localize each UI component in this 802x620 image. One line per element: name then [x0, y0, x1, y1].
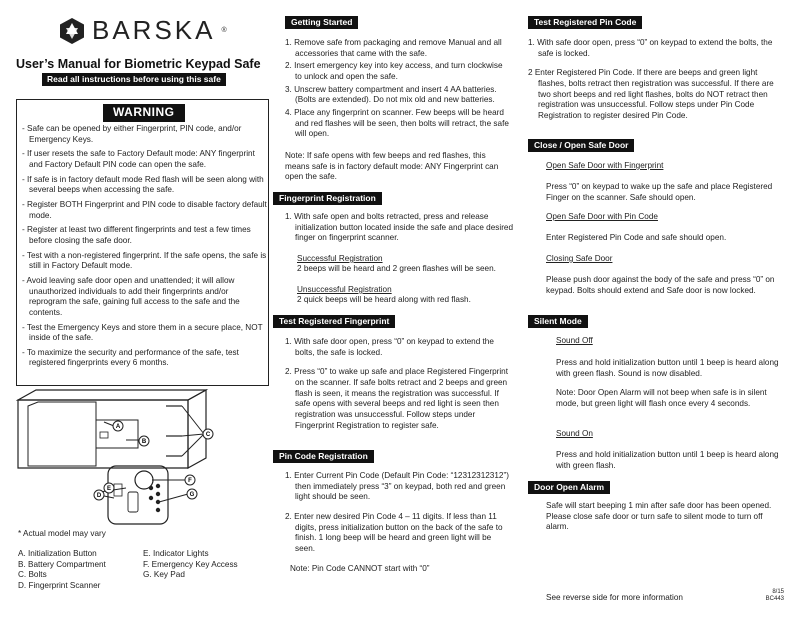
sound-off-note: Note: Door Open Alarm will not beep when safe is in silent mode, but green light will flash once every 4 seconds.	[556, 388, 767, 408]
unsuccessful-registration-text: 2 quick beeps will be heard along with red flash.	[297, 295, 471, 304]
getting-started-steps	[285, 38, 510, 142]
pin-registration-steps	[285, 471, 510, 557]
door-alarm-heading: Door Open Alarm	[528, 481, 610, 494]
closing-door-text: Please push door against the body of the safe and press “0” on keypad. Bolts should extend and Safe door is now locked.	[546, 275, 775, 295]
print-date: 8/15	[772, 589, 784, 595]
test-pin-heading: Test Registered Pin Code	[528, 16, 642, 29]
list-item: 1. With safe door open, press “0” on keypad to extend the bolts, the safe is locked.	[285, 337, 494, 357]
instructions-banner: Read all instructions before using this safe	[42, 73, 226, 86]
open-fingerprint-title: Open Safe Door with Fingerprint	[546, 161, 664, 170]
diagram-label-a: A	[115, 424, 121, 430]
fingerprint-registration-heading: Fingerprint Registration	[273, 192, 382, 205]
list-item: - To maximize the security and performance of the safe, test registered fingerprints every 6 months.	[22, 347, 239, 368]
manual-title: User’s Manual for Biometric Keypad Safe	[16, 57, 261, 71]
list-item: 2. Insert emergency key into key access, and turn clockwise to unlock and open the safe.	[285, 61, 503, 81]
legend-item: D. Fingerprint Scanner	[18, 580, 101, 590]
diagram-label-f: F	[188, 478, 192, 484]
warning-title: WARNING	[103, 104, 185, 122]
legend-item: F. Emergency Key Access	[143, 559, 238, 569]
list-item: 1. Remove safe from packaging and remove Manual and all accessories that came with the safe.	[285, 38, 502, 58]
print-code	[760, 589, 784, 603]
open-pin-text: Enter Registered Pin Code and safe should open.	[546, 233, 727, 242]
close-open-heading: Close / Open Safe Door	[528, 139, 634, 152]
brand-reg: ®	[221, 27, 227, 35]
legend-item: E. Indicator Lights	[143, 549, 209, 558]
legend-item: A. Initialization Button	[18, 549, 97, 558]
brand-logo	[58, 14, 227, 48]
diagram-label-d: D	[96, 493, 102, 499]
diagram-label-b: B	[141, 439, 147, 445]
silent-mode-heading: Silent Mode	[528, 315, 588, 328]
list-item: 3. Unscrew battery compartment and insert 4 AA batteries. (Bolts are extended). Do not mix old and new batteries.	[285, 84, 497, 105]
open-pin-title: Open Safe Door with Pin Code	[546, 212, 658, 221]
open-fingerprint-text: Press “0” on keypad to wake up the safe and place Registered Finger on the scanner. Safe should open.	[546, 182, 773, 202]
list-item: - Test with a non-registered fingerprint. If the safe opens, the safe is still in Factory Default mode.	[22, 250, 267, 271]
list-item: - Test the Emergency Keys and store them in a secure place, NOT inside of the safe.	[22, 322, 263, 343]
diagram-label-g: G	[189, 492, 195, 498]
test-fingerprint-heading: Test Registered Fingerprint	[273, 315, 395, 328]
legend-item	[143, 581, 278, 592]
product-code: BC443	[765, 596, 784, 603]
legend-item: B. Battery Compartment	[18, 559, 106, 569]
test-fingerprint-steps	[285, 337, 510, 433]
pin-code-note: Note: Pin Code CANNOT start with “0”	[290, 564, 430, 573]
safe-diagram	[16, 388, 266, 528]
successful-registration-title: Successful Registration	[297, 254, 383, 263]
door-alarm-text: Safe will start beeping 1 min after safe door has been opened. Please close safe door or turn safe to silent mode to turn off alarm.	[546, 501, 772, 532]
list-item: - Avoid leaving safe door open and unattended; it will allow unauthorized individuals to add their fingerprints and/or reprogram the safe, gaining full access to the safe and the contents.	[22, 275, 240, 317]
sound-on-title: Sound On	[556, 429, 593, 438]
model-note: * Actual model may vary	[18, 529, 106, 538]
diagram-label-e: E	[106, 486, 112, 492]
sound-on-text: Press and hold initialization button until 1 beep is heard along with green flash.	[556, 450, 779, 470]
fingerprint-registration-step: 1. With safe open and bolts retracted, press and release initialization button located inside the safe and place desired finger on fingerprint scanner.	[285, 212, 514, 243]
test-pin-steps	[528, 38, 783, 124]
diagram-label-c: C	[205, 432, 211, 438]
list-item: - Register at least two different fingerprints and test a few times before closing the safe door.	[22, 225, 251, 245]
legend-item: G. Key Pad	[143, 570, 185, 580]
pin-registration-heading: Pin Code Registration	[273, 450, 374, 463]
list-item: 2 Enter Registered Pin Code. If there are beeps and green light flashes, bolts retract then registration was successful. If there are two short beeps and red light flashes, bolts do NOT retract then registration was unsuccessful. Follow steps under Pin Code Registration to register desired Pin Code.	[528, 68, 774, 120]
unsuccessful-registration-title: Unsuccessful Registration	[297, 285, 392, 294]
reverse-side-note: See reverse side for more information	[546, 593, 683, 602]
list-item: - If user resets the safe to Factory Default mode: ANY fingerprint and Factory Default PIN code can open the safe.	[22, 149, 255, 169]
list-item: - Register BOTH Fingerprint and PIN code to disable factory default mode.	[22, 199, 267, 220]
brand-name: BARSKA	[92, 15, 216, 45]
list-item: 2. Enter new desired Pin Code 4 – 11 digits. If less than 11 digits, press initialization button on the back of the safe to finish. 1 long beep will be heard and green light will be seen.	[285, 511, 503, 553]
sound-off-text: Press and hold initialization button until 1 beep is heard along with green flash. Sound is now disabled.	[556, 358, 779, 378]
getting-started-heading: Getting Started	[285, 16, 358, 29]
list-item: 4. Place any fingerprint on scanner. Few beeps will be heard and red flashes will be seen, then bolts will retract, the safe will open.	[285, 107, 509, 139]
sound-off-title: Sound Off	[556, 336, 593, 345]
diagram-legend	[18, 549, 278, 592]
successful-registration-text: 2 beeps will be heard and 2 green flashes will be seen.	[297, 264, 496, 273]
list-item: 1. Enter Current Pin Code (Default Pin Code: “12312312312”) then immediately press “3” on keypad, both red and green light should be seen.	[285, 471, 509, 502]
getting-started-note: Note: If safe opens with few beeps and red flashes, this means safe is in factory default mode: ANY Fingerprint can open the safe.	[285, 151, 499, 182]
list-item: 1. With safe door open, press “0” on keypad to extend the bolts, the safe is locked.	[528, 38, 773, 58]
list-item: 2. Press “0” to wake up safe and place Registered Fingerprint on the scanner. If safe bolts retract and 2 beeps and green flash is seen, it means the registration was successful. If safe opens with several beeps and red light is seen then registration was unsuccessful. Follow steps under Fingerprint Registration to register safe.	[285, 367, 508, 430]
list-item: - Safe can be opened by either Fingerprint, PIN code, and/or Emergency Keys.	[22, 124, 242, 144]
brand-hex-icon	[58, 17, 86, 45]
closing-door-title: Closing Safe Door	[546, 254, 613, 263]
legend-item: C. Bolts	[18, 570, 47, 580]
list-item: - If safe is in factory default mode Red flash will be seen along with several beeps when accessing the safe.	[22, 174, 264, 195]
warning-list	[22, 124, 267, 373]
